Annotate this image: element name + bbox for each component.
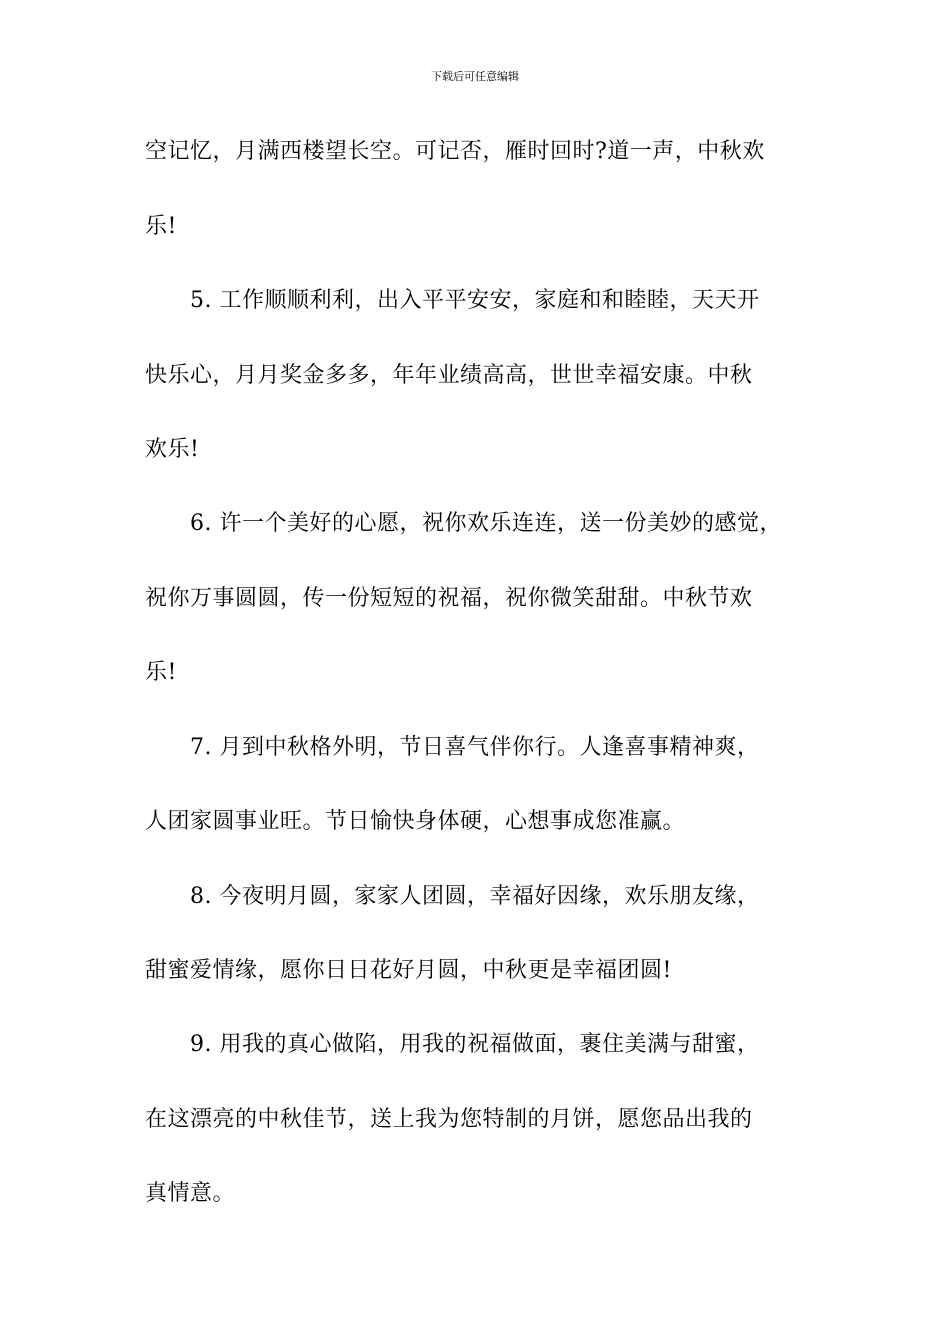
text-line: 8. 今夜明月圆，家家人团圆，幸福好因缘，欢乐朋友缘，: [145, 884, 760, 909]
text-line: 5. 工作顺顺利利，出入平平安安，家庭和和睦睦，天天开: [145, 288, 760, 313]
text-line: 人团家圆事业旺。节日愉快身体硬，心想事成您准赢。: [145, 809, 686, 834]
text-line: 在这漂亮的中秋佳节，送上我为您特制的月饼，愿您品出我的: [145, 1107, 753, 1132]
text-line: 甜蜜爱情缘，愿你日日花好月圆，中秋更是幸福团圆!: [145, 958, 672, 983]
text-line: 6. 许一个美好的心愿，祝你欢乐连连，送一份美妙的感觉，: [145, 511, 782, 536]
text-line: 快乐心，月月奖金多多，年年业绩高高，世世幸福安康。中秋: [145, 363, 753, 388]
text-line: 欢乐!: [145, 437, 200, 462]
text-line: 乐!: [145, 660, 177, 685]
text-line: 祝你万事圆圆，传一份短短的祝福，祝你微笑甜甜。中秋节欢: [145, 586, 753, 611]
text-line: 空记忆，月满西楼望长空。可记否，雁时回时?道一声，中秋欢: [145, 139, 765, 164]
text-line: 7. 月到中秋格外明，节日喜气伴你行。人逢喜事精神爽，: [145, 735, 760, 760]
text-line: 9. 用我的真心做陷，用我的祝福做面，裹住美满与甜蜜，: [145, 1032, 760, 1057]
text-line: 真情意。: [145, 1181, 236, 1206]
page-header: 下载后可任意编辑: [431, 70, 519, 83]
text-line: 乐!: [145, 214, 177, 239]
